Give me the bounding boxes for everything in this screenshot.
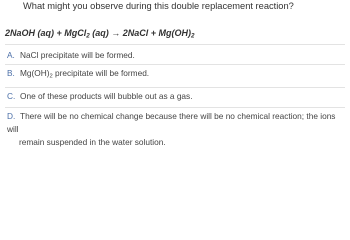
choice-letter: C.: [7, 91, 16, 101]
choice-text: NaCl precipitate will be formed.: [20, 50, 135, 60]
equation-part-1: 2NaOH (aq) + MgCl: [5, 28, 87, 38]
equation-subscript-1: 2: [86, 32, 90, 40]
choice-text: There will be no chemical change because there will be no chemical reaction; the ions will: [7, 111, 336, 134]
divider: [5, 107, 345, 108]
equation-part-3: 2NaCl + Mg(OH): [120, 28, 192, 38]
answer-choice-a[interactable]: [7, 49, 345, 62]
choice-letter: D.: [7, 111, 16, 121]
divider: [5, 87, 345, 88]
answer-choice-b[interactable]: [7, 67, 345, 80]
choice-subscript: 2: [49, 73, 53, 80]
choice-text-continued: remain suspended in the water solution.: [19, 136, 166, 147]
divider: [5, 44, 345, 45]
answer-choice-d[interactable]: [7, 110, 345, 148]
choice-text: One of these products will bubble out as a gas.: [20, 91, 193, 101]
choice-text: Mg(OH): [20, 68, 50, 78]
equation-subscript-2: 2: [191, 32, 195, 40]
choice-letter: A.: [7, 50, 15, 60]
choice-letter: B.: [7, 68, 15, 78]
answer-choice-c[interactable]: [7, 90, 345, 103]
question-text: What might you observe during this double replacement reaction?: [23, 1, 294, 11]
reaction-arrow: →: [111, 28, 121, 38]
choice-text: precipitate will be formed.: [52, 68, 150, 78]
chemical-equation: [5, 28, 195, 38]
divider: [5, 64, 345, 65]
equation-part-2: (aq): [89, 28, 112, 38]
